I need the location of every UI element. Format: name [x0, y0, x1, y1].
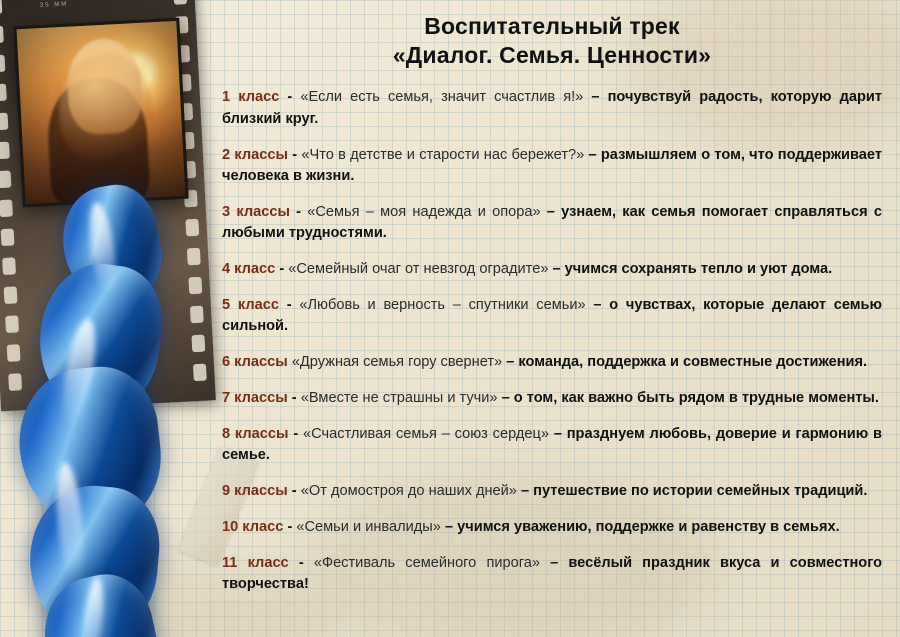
list-item — [222, 145, 882, 188]
theme-description: – команда, поддержка и совместные достижения. — [502, 354, 868, 371]
theme-description: – празднуем любовь, доверие и гармонию в семье. — [222, 425, 882, 464]
grade-dash: - — [288, 554, 314, 571]
theme-title: «Семьи и инвалиды» — [296, 518, 441, 535]
grade-dash: - — [289, 203, 308, 220]
film-strip-label: 35 MM — [39, 1, 69, 9]
page-title — [222, 8, 882, 73]
grade-track-list — [222, 87, 882, 595]
photo-image — [17, 21, 186, 204]
theme-title: «Вместе не страшны и тучи» — [300, 390, 498, 406]
theme-title: «Дружная семья гору свернет» — [291, 354, 503, 371]
photo-mother-and-daughter — [13, 18, 188, 207]
grade-label: 11 класс — [222, 554, 289, 571]
grade-dash: - — [275, 261, 289, 278]
grade-label: 1 класс — [222, 89, 280, 106]
list-item — [222, 202, 882, 245]
grade-label: 4 класс — [222, 261, 276, 278]
title-line-2: «Диалог. Семья. Ценности» — [392, 42, 712, 69]
title-line-1: Воспитательный трек — [424, 13, 680, 39]
grade-label: 5 класс — [222, 296, 279, 313]
theme-description: – учимся уважению, поддержке и равенству в семьях. — [440, 518, 840, 535]
theme-title: «Любовь и верность – спутники семьи» — [299, 296, 586, 313]
grade-label: 3 классы — [222, 203, 290, 220]
list-item — [222, 517, 882, 538]
list-item — [222, 352, 882, 373]
list-item — [222, 388, 882, 409]
grade-dash: - — [288, 425, 303, 442]
list-item — [222, 553, 882, 596]
theme-title: «От домостроя до наших дней» — [300, 483, 517, 500]
grade-label: 6 классы — [222, 354, 288, 371]
theme-description: – весёлый праздник вкуса и совместного творчества! — [222, 554, 882, 593]
grade-dash: - — [279, 89, 301, 106]
grade-dash: - — [287, 483, 301, 500]
theme-title: «Фестиваль семейного пирога» — [313, 554, 540, 571]
list-item — [222, 295, 882, 338]
grade-dash: - — [287, 146, 302, 163]
poster-content — [222, 8, 882, 598]
theme-description: – о чувствах, которые делают семью сильной. — [222, 296, 882, 335]
list-item — [222, 87, 882, 130]
grade-dash: - — [287, 390, 301, 406]
grade-label: 10 класс — [222, 518, 284, 535]
theme-title: «Что в детстве и старости нас бережет?» — [301, 146, 585, 163]
theme-title: «Если есть семья, значит счастлив я!» — [300, 89, 584, 106]
photo-vignette — [17, 21, 186, 204]
theme-description: – узнаем, как семья помогает справляться с любыми трудностями. — [222, 203, 882, 242]
theme-title: «Семья – моя надежда и опора» — [307, 203, 541, 220]
grade-label: 2 классы — [222, 146, 288, 163]
theme-title: «Семейный очаг от невзгод оградите» — [288, 261, 549, 278]
theme-description: – почувствуй радость, которую дарит близкий круг. — [222, 89, 882, 127]
grade-label: 9 классы — [222, 483, 288, 500]
theme-description: – размышляем о том, что поддерживает человека в жизни. — [222, 146, 882, 184]
grade-dash: - — [278, 296, 300, 313]
list-item — [222, 424, 882, 467]
list-item — [222, 481, 882, 502]
theme-description: – путешествие по истории семейных традиций. — [516, 483, 868, 500]
theme-title: «Счастливая семья – союз сердец» — [303, 425, 549, 442]
grade-label: 8 классы — [222, 425, 289, 442]
grade-label: 7 классы — [222, 390, 288, 406]
theme-description: – о том, как важно быть рядом в трудные моменты. — [497, 390, 879, 406]
list-item — [222, 259, 882, 280]
theme-description: – учимся сохранять тепло и уют дома. — [548, 261, 833, 278]
grade-dash: - — [283, 518, 297, 535]
